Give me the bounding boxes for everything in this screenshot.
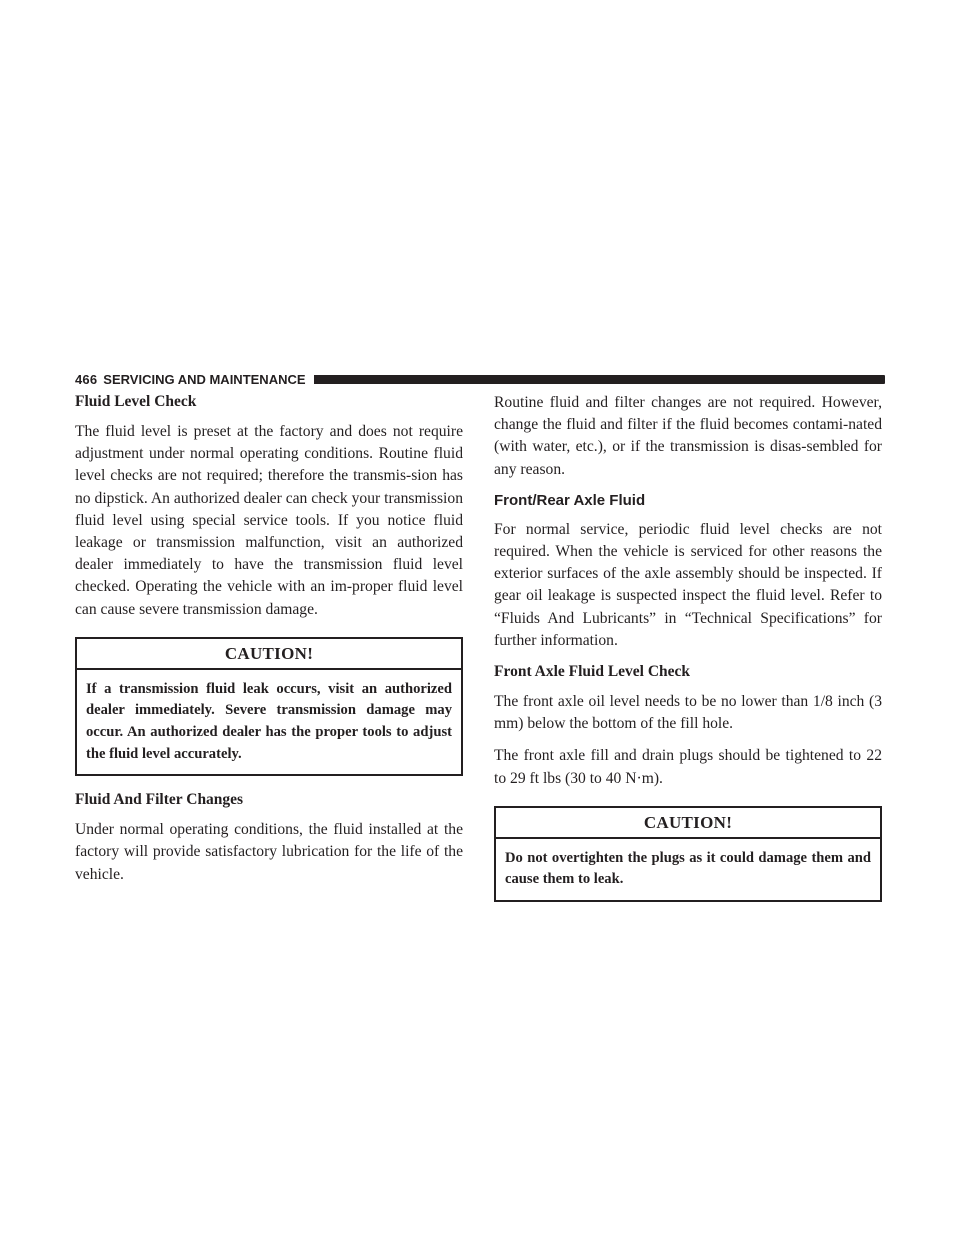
caution-title: CAUTION! [77,639,461,670]
front-axle-oil-level-paragraph: The front axle oil level needs to be no lower than 1/8 inch (3 mm) below the bottom of the fill hole. [494,693,882,733]
page-header [75,371,885,387]
header-rule [314,375,885,384]
left-column [75,392,463,896]
caution-text: If a transmission fluid leak occurs, visit an authorized dealer immediately. Severe transmission damage may occur. An authorized dealer has the proper tools to adjust the fluid level accurately. [86,680,452,762]
fluid-level-check-heading: Fluid Level Check [75,393,197,410]
caution-box-transmission-leak [75,637,463,776]
caution-text: Do not overtighten the plugs as it could damage them and cause them to leak. [505,849,871,888]
fluid-filter-changes-heading: Fluid And Filter Changes [75,791,244,809]
axle-fluid-heading: Front/Rear Axle Fluid [494,491,646,509]
front-axle-plugs-torque-paragraph: The front axle fill and drain plugs should be tightened to 22 to 29 ft lbs (30 to 40 N·m). [494,747,882,787]
right-column [494,392,882,916]
axle-fluid-paragraph: For normal service, periodic fluid level checks are not required. When the vehicle is serviced for other reasons the exterior surfaces of the axle assembly should be inspected. If gear oil leakage is suspected inspect the fluid level. Refer to “Fluids And Lubricants” in “Technical Specifications” for further information. [494,520,882,649]
front-axle-check-heading: Front Axle Fluid Level Check [494,663,691,681]
caution-title: CAUTION! [496,808,880,839]
caution-box-overtighten [494,806,882,902]
fluid-level-check-paragraph: The fluid level is preset at the factory and does not require adjustment under normal operating conditions. Routine fluid level checks are not required; therefore the transmis-sion has no dipstick. An authorized dealer can check your transmission fluid level using special service tools. If you notice fluid leakage or transmission malfunction, visit an authorized dealer immediately to have the transmission fluid level checked. Operating the vehicle with an im-proper fluid level can cause severe transmission damage. [75,423,463,618]
page-number: 466 [75,371,98,387]
filter-changes-continued-paragraph: Routine fluid and filter changes are not required. However, change the fluid and filter if the fluid becomes contami-nated (with water, etc.), or if the transmission is disas-sembled for any reason. [494,394,882,478]
fluid-filter-changes-paragraph: Under normal operating conditions, the fluid installed at the factory will provide satisfactory lubrication for the life of the vehicle. [75,821,463,883]
section-title: SERVICING AND MAINTENANCE [103,371,306,387]
